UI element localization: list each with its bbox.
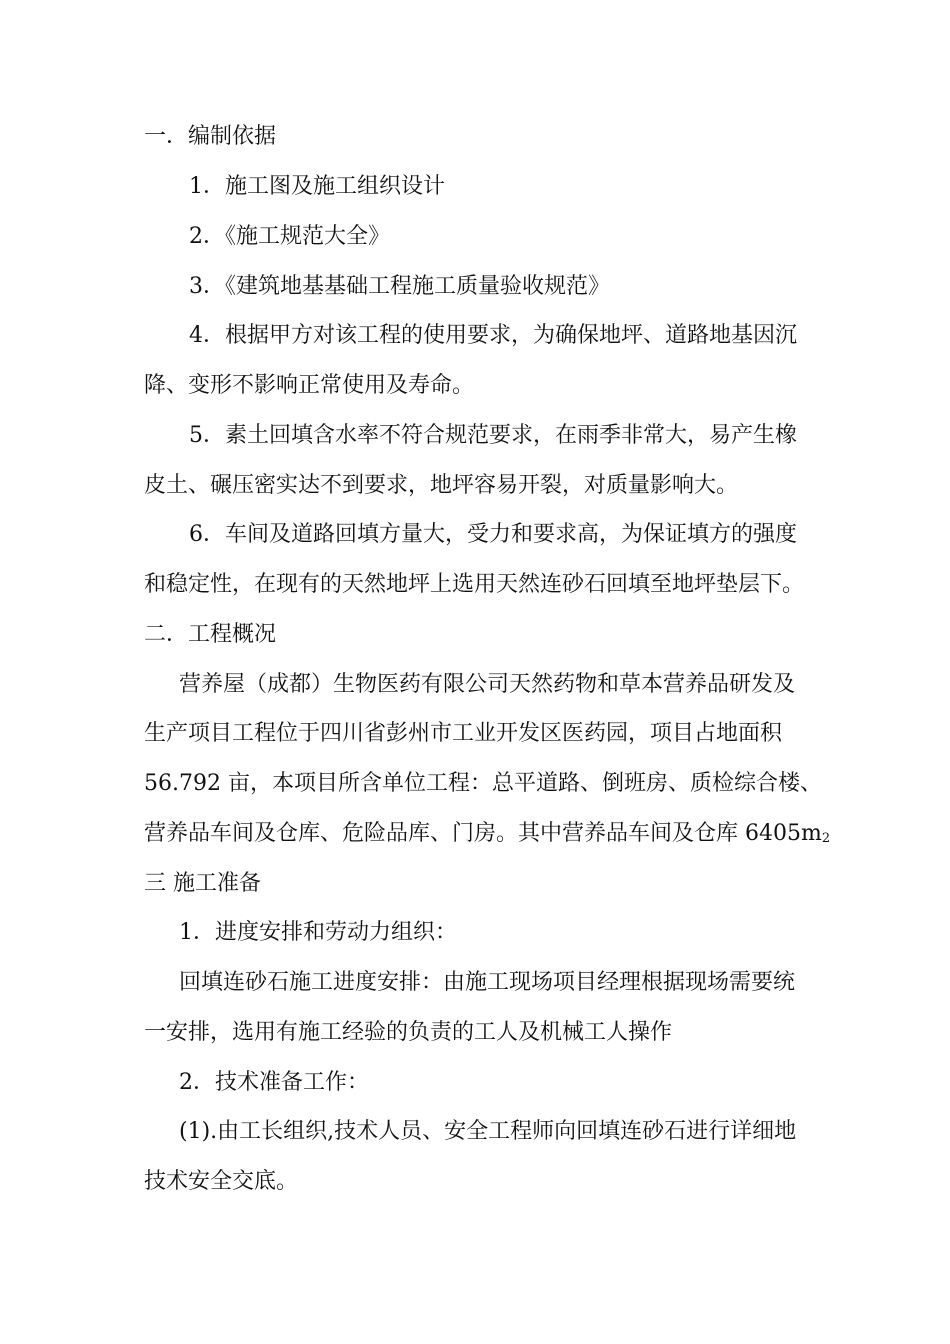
paragraph-line: 营养屋（成都）生物医药有限公司天然药物和草本营养品研发及 [179,672,796,697]
list-item-continuation: 和稳定性，在现有的天然地坪上选用天然连砂石回填至地坪垫层下。 [144,572,805,597]
unit-superscript: 2 [821,831,831,846]
list-item: 1．进度安排和劳动力组织： [179,920,457,945]
section-heading-preparation: 三 施工准备 [144,871,261,896]
section-heading-overview: 二．工程概况 [144,622,277,647]
list-item-continuation: 降、变形不影响正常使用及寿命。 [144,373,475,398]
paragraph-text: 营养品车间及仓库、危险品库、门房。其中营养品车间及仓库 6405m [144,821,822,846]
paragraph-line: 生产项目工程位于四川省彭州市工业开发区医药园，项目占地面积 [144,721,783,746]
list-item-continuation: 皮土、碾压密实达不到要求，地坪容易开裂，对质量影响大。 [144,473,739,498]
list-item: 1．施工图及施工组织设计 [189,174,445,199]
list-item: (1).由工长组织,技术人员、安全工程师向回填连砂石进行详细地 [179,1119,797,1144]
paragraph-line: 56.792 亩，本项目所含单位工程：总平道路、倒班房、质检综合楼、 [144,771,822,796]
list-item: 5．素土回填含水率不符合规范要求，在雨季非常大，易产生橡 [189,423,797,448]
list-item: 3．《建筑地基基础工程施工质量验收规范》 [189,274,610,299]
list-item: 2．技术准备工作： [179,1070,369,1095]
list-item: 2．《施工规范大全》 [189,224,390,249]
list-item: 6．车间及道路回填方量大，受力和要求高，为保证填方的强度 [189,522,797,547]
section-heading-basis: 一．编制依据 [144,124,277,149]
list-item: 4．根据甲方对该工程的使用要求，为确保地坪、道路地基因沉 [189,323,797,348]
paragraph-line [144,819,830,854]
list-item-continuation: 技术安全交底。 [144,1169,299,1194]
paragraph-line: 回填连砂石施工进度安排：由施工现场项目经理根据现场需要统 [179,970,796,995]
paragraph-line: 一安排，选用有施工经验的负责的工人及机械工人操作 [144,1020,673,1045]
